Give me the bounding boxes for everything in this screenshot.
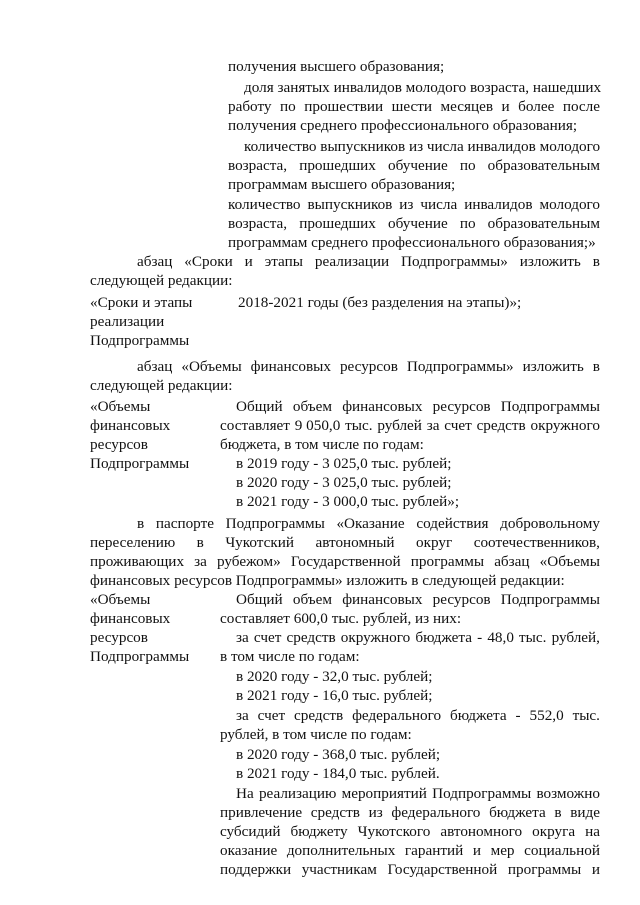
word: округ bbox=[416, 534, 453, 551]
word: инвалидов bbox=[464, 196, 533, 213]
word: по bbox=[280, 98, 296, 115]
row-label: «Объемы bbox=[90, 591, 151, 608]
word: мер bbox=[490, 842, 515, 859]
word: Подпрограммы» bbox=[401, 253, 508, 270]
word: ресурсов bbox=[432, 398, 491, 415]
text-line bbox=[228, 214, 600, 233]
word: «Сроки bbox=[184, 253, 233, 270]
text-line bbox=[137, 357, 600, 376]
word: этапы bbox=[264, 253, 303, 270]
text-line bbox=[236, 397, 600, 416]
text-line bbox=[220, 416, 600, 435]
word: прошедших bbox=[299, 157, 376, 174]
word: и bbox=[591, 861, 600, 878]
word: социальной bbox=[524, 842, 600, 859]
word: составляет bbox=[220, 417, 290, 434]
word: дополнительных bbox=[286, 842, 396, 859]
word: возможно bbox=[536, 785, 600, 802]
word: из bbox=[368, 804, 383, 821]
word: абзац bbox=[494, 553, 530, 570]
word: счет bbox=[257, 707, 286, 724]
word: На bbox=[236, 785, 254, 802]
text-line bbox=[228, 97, 600, 116]
word: за bbox=[426, 417, 440, 434]
row-label: финансовых bbox=[90, 610, 171, 627]
word: финансовых bbox=[250, 358, 331, 375]
word: более bbox=[518, 98, 555, 115]
word: Государственной bbox=[290, 553, 401, 570]
word: средств bbox=[310, 804, 360, 821]
word: добровольному bbox=[500, 515, 600, 532]
text-line: в 2019 году - 3 025,0 тыс. рублей; bbox=[236, 455, 452, 472]
word: абзац bbox=[137, 358, 173, 375]
word: «Объемы bbox=[539, 553, 600, 570]
word: рубежом» bbox=[217, 553, 281, 570]
row-label: реализации bbox=[90, 313, 165, 330]
text-line: получения среднего профессионального образования; bbox=[228, 117, 578, 134]
text-line: программам среднего профессионального образования;» bbox=[228, 234, 596, 251]
text-line bbox=[137, 252, 600, 271]
word: прошедших bbox=[299, 215, 376, 232]
word: счет bbox=[444, 417, 472, 434]
text-line: в 2020 году - 368,0 тыс. рублей; bbox=[236, 746, 441, 763]
word: окружного bbox=[340, 629, 411, 646]
row-label: ресурсов bbox=[90, 629, 148, 646]
word: абзац bbox=[137, 253, 173, 270]
word: - bbox=[515, 707, 521, 724]
text-line: количество выпускников из числа инвалидов молодого bbox=[244, 138, 601, 155]
word: бюджету bbox=[290, 823, 348, 840]
word: соотечественников, bbox=[473, 534, 600, 551]
word: «Объемы bbox=[181, 358, 242, 375]
text-line: в 2020 году - 3 025,0 тыс. рублей; bbox=[236, 474, 452, 491]
word: бюджета bbox=[415, 629, 472, 646]
word: объем bbox=[292, 591, 332, 608]
word: месяцев bbox=[440, 98, 493, 115]
word: по bbox=[459, 157, 476, 174]
word: образовательным bbox=[487, 157, 600, 174]
word: реализацию bbox=[258, 785, 337, 802]
word: бюджета bbox=[449, 707, 507, 724]
word: переселению bbox=[90, 534, 176, 551]
word: гарантий bbox=[404, 842, 464, 859]
row-label: Подпрограммы bbox=[90, 332, 190, 349]
text-line bbox=[236, 784, 600, 803]
word: и bbox=[472, 842, 481, 859]
word: после bbox=[562, 98, 600, 115]
row-label: финансовых bbox=[90, 417, 171, 434]
text-line bbox=[236, 628, 600, 647]
word: в bbox=[554, 804, 562, 821]
word: прошествии bbox=[304, 98, 384, 115]
word: Подпрограммы bbox=[500, 398, 600, 415]
word: автономного bbox=[440, 823, 523, 840]
word: 48,0 bbox=[487, 629, 514, 646]
text-line: в том числе по годам: bbox=[220, 648, 360, 665]
word: шести bbox=[391, 98, 432, 115]
word: ресурсов bbox=[339, 358, 398, 375]
word: обучение bbox=[388, 215, 448, 232]
row-label: Подпрограммы bbox=[90, 455, 190, 472]
word: возраста, bbox=[228, 157, 288, 174]
word: Подпрограммы bbox=[500, 591, 600, 608]
word: паспорте bbox=[155, 515, 214, 532]
text-line: в 2021 году - 3 000,0 тыс. рублей»; bbox=[236, 493, 460, 510]
word: образовательным bbox=[487, 215, 600, 232]
text-line bbox=[220, 803, 600, 822]
word: средств bbox=[294, 707, 344, 724]
text-line bbox=[228, 195, 600, 214]
word: тыс. bbox=[572, 707, 600, 724]
word: программы bbox=[507, 861, 582, 878]
word: Чукотского bbox=[357, 823, 431, 840]
word: в bbox=[592, 358, 600, 375]
word: тыс. bbox=[519, 629, 547, 646]
text-line: рублей, в том числе по годам: bbox=[220, 726, 412, 743]
text-line bbox=[236, 706, 600, 725]
row-label: Подпрограммы bbox=[90, 648, 190, 665]
text-line bbox=[220, 860, 600, 879]
text-line: составляет 600,0 тыс. рублей, из них: bbox=[220, 610, 462, 627]
text-line: в 2020 году - 32,0 тыс. рублей; bbox=[236, 668, 433, 685]
text-line: финансовых ресурсов Подпрограммы» изложить в следующей редакции: bbox=[90, 572, 565, 589]
row-label: «Объемы bbox=[90, 398, 151, 415]
word: Подпрограммы» bbox=[406, 358, 514, 375]
word: округа bbox=[532, 823, 576, 840]
word: и bbox=[501, 98, 510, 115]
text-line: следующей редакции: bbox=[90, 377, 233, 394]
word: Общий bbox=[236, 591, 283, 608]
text-line bbox=[90, 552, 600, 571]
word: 9 050,0 bbox=[294, 417, 341, 434]
word: Общий bbox=[236, 398, 283, 415]
word: - bbox=[477, 629, 483, 646]
word: ресурсов bbox=[432, 591, 491, 608]
word: мероприятий bbox=[341, 785, 427, 802]
text-line bbox=[90, 533, 600, 552]
word: из bbox=[399, 196, 414, 213]
word: рублей, bbox=[551, 629, 600, 646]
word: содействия bbox=[416, 515, 489, 532]
row-value: 2018-2021 годы (без разделения на этапы)»; bbox=[238, 294, 522, 311]
word: по bbox=[459, 215, 476, 232]
word: окружного bbox=[530, 417, 600, 434]
word: программы bbox=[410, 553, 485, 570]
word: счет bbox=[253, 629, 282, 646]
word: выпускников bbox=[307, 196, 393, 213]
text-line bbox=[236, 590, 600, 609]
word: средств bbox=[286, 629, 336, 646]
word: финансовых bbox=[342, 398, 423, 415]
word: реализации bbox=[314, 253, 390, 270]
word: тыс. bbox=[345, 417, 373, 434]
text-line bbox=[220, 822, 600, 841]
word: за bbox=[236, 629, 249, 646]
text-line: программам высшего образования; bbox=[228, 176, 456, 193]
word: и bbox=[244, 253, 253, 270]
word: на bbox=[585, 823, 600, 840]
word: количество bbox=[228, 196, 301, 213]
word: 552,0 bbox=[529, 707, 564, 724]
word: в bbox=[137, 515, 145, 532]
word: молодого bbox=[539, 196, 600, 213]
word: привлечение bbox=[220, 804, 303, 821]
word: бюджета bbox=[489, 804, 546, 821]
word: Чукотский bbox=[225, 534, 294, 551]
word: Подпрограммы bbox=[225, 515, 325, 532]
word: федерального bbox=[352, 707, 442, 724]
word: виде bbox=[570, 804, 600, 821]
text-line: бюджета, в том числе по годам: bbox=[220, 436, 424, 453]
word: в bbox=[592, 253, 600, 270]
text-line: в 2021 году - 16,0 тыс. рублей; bbox=[236, 687, 433, 704]
word: работу bbox=[228, 98, 272, 115]
text-line: доля занятых инвалидов молодого возраста, нашедших bbox=[244, 79, 602, 96]
word: оказание bbox=[220, 842, 278, 859]
text-line: в 2021 году - 184,0 тыс. рублей. bbox=[236, 765, 440, 782]
word: объем bbox=[292, 398, 332, 415]
word: обучение bbox=[388, 157, 448, 174]
row-label: «Сроки и этапы bbox=[90, 294, 193, 311]
word: за bbox=[194, 553, 207, 570]
word: Государственной bbox=[387, 861, 498, 878]
word: федерального bbox=[391, 804, 481, 821]
word: поддержки bbox=[220, 861, 292, 878]
word: средств bbox=[476, 417, 526, 434]
text-line bbox=[228, 156, 600, 175]
text-line bbox=[137, 514, 600, 533]
word: за bbox=[236, 707, 249, 724]
word: автономный bbox=[315, 534, 395, 551]
word: рублей bbox=[377, 417, 422, 434]
word: участникам bbox=[301, 861, 377, 878]
word: изложить bbox=[519, 253, 581, 270]
text-line bbox=[220, 841, 600, 860]
word: числа bbox=[420, 196, 458, 213]
text-line: следующей редакции: bbox=[90, 272, 233, 289]
text-line: получения высшего образования; bbox=[228, 58, 445, 75]
word: возраста, bbox=[228, 215, 288, 232]
word: «Оказание bbox=[336, 515, 405, 532]
word: проживающих bbox=[90, 553, 185, 570]
word: финансовых bbox=[342, 591, 423, 608]
word: изложить bbox=[522, 358, 584, 375]
word: Подпрограммы bbox=[432, 785, 532, 802]
row-label: ресурсов bbox=[90, 436, 148, 453]
word: в bbox=[196, 534, 204, 551]
word: субсидий bbox=[220, 823, 281, 840]
